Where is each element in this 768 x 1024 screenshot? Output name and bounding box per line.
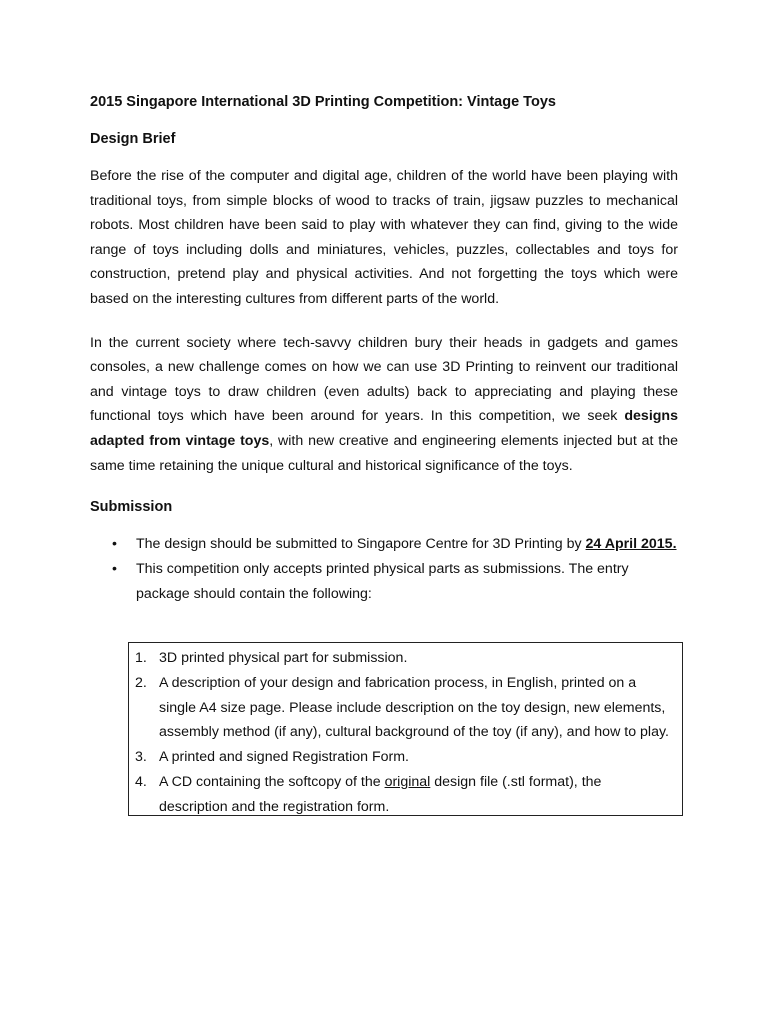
bullet-item-entry-package: [90, 557, 678, 607]
requirement-item: [135, 646, 670, 671]
requirement-text-before: A CD containing the softcopy of the: [159, 773, 385, 790]
requirement-text: A printed and signed Registration Form.: [159, 749, 409, 766]
submission-bullet-list: [90, 532, 678, 607]
document-page: [90, 92, 678, 815]
paragraph-challenge: [90, 331, 678, 479]
paragraph-challenge-emphasis: designs adapted from vintage toys: [90, 408, 678, 449]
requirement-text: A description of your design and fabrication process, in English, printed on a single A4 size page. Please include description on the toy design, new elements, assembly method (if any), cultural background of the toy (if any), and how to play.: [159, 674, 669, 741]
requirements-list: [135, 646, 670, 820]
requirement-underlined-word: original: [384, 773, 431, 790]
deadline-date: 24 April 2015.: [585, 536, 677, 553]
requirement-text-after: design file (.stl format), the description and the registration form.: [159, 773, 602, 815]
requirement-item: [135, 745, 670, 770]
requirement-item: [135, 671, 670, 745]
requirement-text: 3D printed physical part for submission.: [159, 650, 408, 666]
requirement-number: 4.: [135, 773, 147, 790]
paragraph-intro: Before the rise of the computer and digital age, children of the world have been playing with traditional toys, from simple blocks of wood to tracks of train, jigsaw puzzles to mechanical robots. Most children have been said to play with whatever they can find, giving to the wide range of toys including dolls and miniatures, vehicles, puzzles, collectables and toys for construction, pretend play and physical activities. And not forgetting the toys which were based on the interesting cultures from different parts of the world.: [90, 168, 678, 307]
bullet-item-deadline: [90, 532, 678, 557]
design-brief-heading: Design Brief: [90, 131, 176, 147]
bullet-deadline-text: The design should be submitted to Singapore Centre for 3D Printing by: [136, 536, 586, 553]
submission-heading: Submission: [90, 499, 173, 516]
bullet-icon: •: [112, 536, 117, 553]
bullet-entry-package-text: This competition only accepts printed physical parts as submissions. The entry package should contain the following:: [136, 561, 629, 603]
requirement-item: [135, 770, 670, 820]
paragraph-challenge-part1: In the current society where tech-savvy children bury their heads in gadgets and games consoles, a new challenge comes on how we can use 3D Printing to reinvent our traditional and vintage toys to draw children (even adults) back to appreciating and playing these functional toys which have been around for years. In this competition, we seek: [90, 334, 678, 425]
requirement-number: 2.: [135, 674, 147, 691]
requirement-number: 3.: [135, 749, 147, 766]
document-title: 2015 Singapore International 3D Printing Competition: Vintage Toys: [90, 94, 556, 110]
requirement-number: 1.: [135, 650, 147, 666]
paragraph-challenge-part2: , with new creative and engineering elements injected but at the same time retaining the unique cultural and historical significance of the toys.: [90, 432, 678, 474]
requirements-box: [128, 642, 683, 816]
bullet-icon: •: [112, 561, 117, 578]
